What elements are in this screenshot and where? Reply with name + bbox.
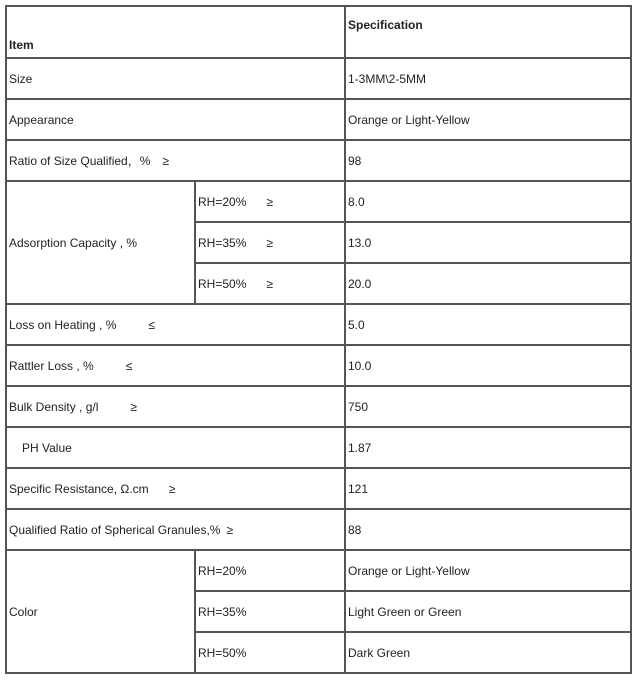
- comparison-symbol: ≥: [226, 522, 234, 537]
- row-label-cell: [6, 345, 345, 386]
- row-label-cell: [6, 468, 345, 509]
- row-label: Appearance: [6, 99, 345, 140]
- condition-cell: [195, 263, 345, 304]
- condition-cell: [195, 222, 345, 263]
- row-value: 13.0: [345, 222, 631, 263]
- comparison-symbol: ≤: [148, 317, 155, 332]
- row-value: Orange or Light-Yellow: [345, 99, 631, 140]
- row-label-cell: [6, 386, 345, 427]
- condition-label: RH=50%: [198, 276, 247, 291]
- table-row: [6, 140, 631, 181]
- table-row: [6, 468, 631, 509]
- row-label: PH Value: [6, 427, 345, 468]
- row-value: 121: [345, 468, 631, 509]
- row-label: Qualified Ratio of Spherical Granules,%: [9, 522, 221, 537]
- comparison-symbol: ≥: [162, 154, 169, 168]
- condition-label: RH=20%: [195, 550, 345, 591]
- comparison-symbol: ≥: [266, 235, 273, 250]
- row-value: 5.0: [345, 304, 631, 345]
- row-value: Orange or Light-Yellow: [345, 550, 631, 591]
- row-label: Adsorption Capacity , %: [6, 181, 195, 304]
- header-row: [6, 6, 631, 58]
- table-row: [6, 345, 631, 386]
- row-label-cell: [6, 304, 345, 345]
- row-value: 10.0: [345, 345, 631, 386]
- row-label-cell: [6, 509, 345, 550]
- table-row: [6, 509, 631, 550]
- condition-cell: [195, 181, 345, 222]
- spec-table-wrapper: [5, 5, 632, 674]
- row-label: Color: [6, 550, 195, 673]
- table-row: [6, 304, 631, 345]
- comparison-symbol: ≥: [130, 399, 137, 414]
- row-value: 8.0: [345, 181, 631, 222]
- row-label: Bulk Density , g/l: [9, 399, 99, 414]
- row-value: Light Green or Green: [345, 591, 631, 632]
- row-label: Ratio of Size Qualified，%: [9, 154, 151, 168]
- table-row: [6, 550, 631, 591]
- comparison-symbol: ≥: [266, 194, 273, 209]
- row-label-cell: [6, 140, 345, 181]
- condition-label: RH=35%: [195, 591, 345, 632]
- specification-table: [5, 5, 632, 674]
- row-value: 1.87: [345, 427, 631, 468]
- table-row: [6, 386, 631, 427]
- table-row: [6, 99, 631, 140]
- header-item: Item: [6, 6, 345, 58]
- condition-label: RH=20%: [198, 194, 247, 209]
- row-value: 750: [345, 386, 631, 427]
- table-row: [6, 427, 631, 468]
- row-value: 98: [345, 140, 631, 181]
- row-label: Loss on Heating , %: [9, 317, 117, 332]
- table-row: [6, 181, 631, 222]
- comparison-symbol: ≥: [168, 481, 176, 496]
- comparison-symbol: ≤: [125, 358, 133, 373]
- row-value: 88: [345, 509, 631, 550]
- row-value: 1-3MM\2-5MM: [345, 58, 631, 99]
- row-label: Specific Resistance, Ω.cm: [9, 481, 149, 496]
- row-label: Size: [6, 58, 345, 99]
- table-row: [6, 58, 631, 99]
- row-value: 20.0: [345, 263, 631, 304]
- condition-label: RH=50%: [195, 632, 345, 673]
- condition-label: RH=35%: [198, 235, 247, 250]
- comparison-symbol: ≥: [266, 276, 273, 291]
- row-label: Rattler Loss , %: [9, 358, 94, 373]
- row-value: Dark Green: [345, 632, 631, 673]
- header-specification: Specification: [345, 6, 631, 58]
